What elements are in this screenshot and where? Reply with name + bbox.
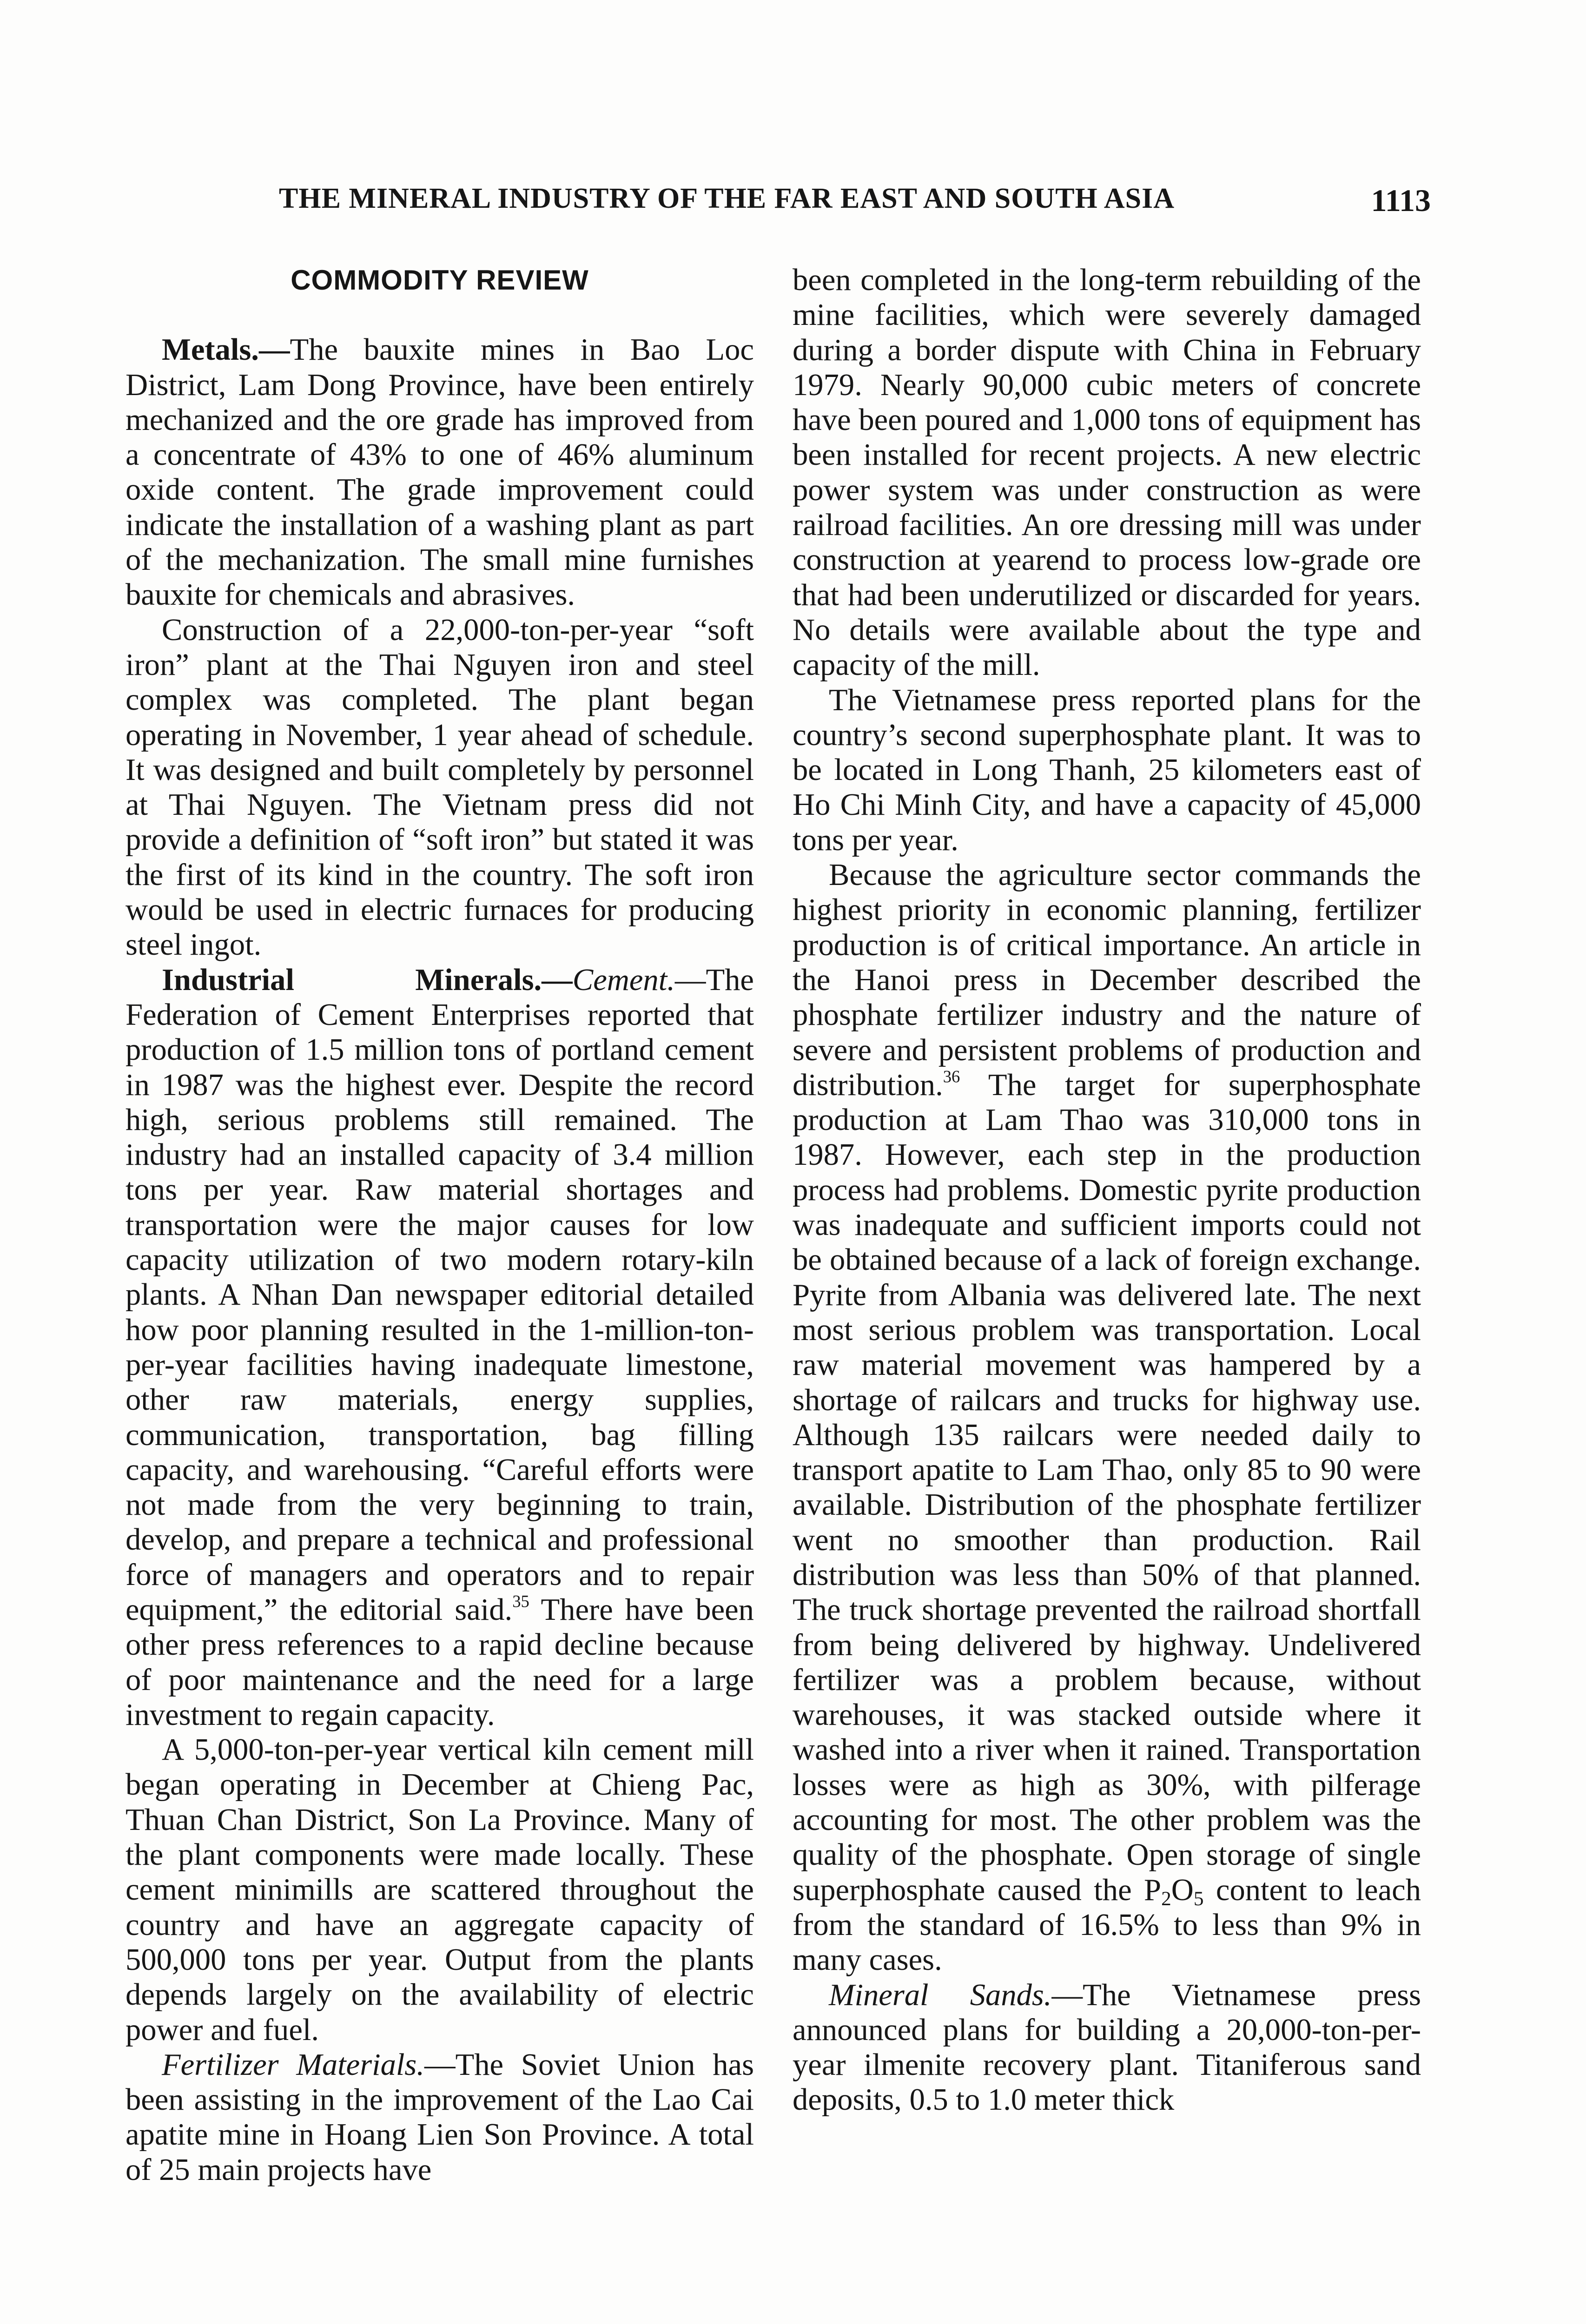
right-column: [793, 263, 1421, 2118]
paragraph-text: been completed in the long-term rebuilding of the mine facilities, which were severely damaged during a border dispute with China in February 1979. Nearly 90,000 cubic meters of concrete have been poured and 1,000 tons of equipment has been installed for recent projects. A new electric power system was under construction as were railroad facilities. An ore dressing mill was under construction at yearend to process low-grade ore that had been underutilized or discarded for years. No details were available about the type and capacity of the mill.: [793, 263, 1421, 682]
paragraph-text: —The Soviet Union has been assisting in the improvement of the Lao Cai apatite mine in Hoang Lien Son Province. A total of 25 main projects have: [126, 2047, 754, 2187]
paragraph-text: —The Vietnamese press announced plans for building a 20,000-ton-per-year ilmenite recovery plant. Titaniferous sand deposits, 0.5 to 1.0 meter thick: [793, 1978, 1421, 2117]
page-number: 1113: [1371, 183, 1431, 218]
footnote-ref-35: 35: [512, 1591, 529, 1611]
section-heading: COMMODITY REVIEW: [291, 264, 589, 296]
paragraph-text: There have been other press references to a rapid decline because of poor maintenance and the need for a large investment to regain capacity.: [126, 1592, 754, 1732]
runin-subheading-fertilizer: Fertilizer Materials.: [162, 2047, 424, 2082]
paragraph-cement-mill: [126, 1732, 754, 2047]
paragraph-text: The Vietnamese press reported plans for the country’s second superphosphate plant. It was to be located in Long Thanh, 25 kilometers east of Ho Chi Minh City, and have a capacity of 45,000 tons per year.: [793, 683, 1421, 857]
paragraph-text: A 5,000-ton-per-year vertical kiln cement mill began operating in December at Chieng Pac, Thuan Chan District, Son La Province. Many of the plant components were made locally. These cement minimills are scattered throughout the country and have an aggregate capacity of 500,000 tons per year. Output from the plants depends largely on the availability of electric power and fuel.: [126, 1733, 754, 2047]
paragraph-mineral-sands: [793, 1978, 1421, 2118]
paragraph-text: Construction of a 22,000-ton-per-year “soft iron” plant at the Thai Nguyen iron and steel complex was completed. The plant began operating in November, 1 year ahead of schedule. It was designed and built completely by personnel at Thai Nguyen. The Vietnam press did not provide a definition of “soft iron” but stated it was the first of its kind in the country. The soft iron would be used in electric furnaces for producing steel ingot.: [126, 613, 754, 962]
runin-subheading-mineral-sands: Mineral Sands.: [829, 1978, 1052, 2012]
paragraph-text: content to leach from the standard of 16.5% to less than 9% in many cases.: [793, 1873, 1421, 1977]
subscript-5: 5: [1193, 1887, 1204, 1910]
paragraph-text: The bauxite mines in Bao Loc District, Lam Dong Province, have been entirely mechanized and the ore grade has improved from a concentrate of 43% to one of 46% aluminum oxide content. The grade improvement could indicate the installation of a washing plant as part of the mechanization. The small mine furnishes bauxite for chemicals and abrasives.: [126, 333, 754, 612]
runin-subheading-cement: Cement.: [572, 963, 675, 997]
paragraph-text: —The Federation of Cement Enterprises reported that production of 1.5 million tons of portland cement in 1987 was the highest ever. Despite the record high, serious problems still remained. The industry had an installed capacity of 3.4 million tons per year. Raw material shortages and transportation were the major causes for low capacity utilization of two modern rotary-kiln plants. A Nhan Dan newspaper editorial detailed how poor planning resulted in the 1-million-ton-per-year facilities having inadequate limestone, other raw materials, energy supplies, communication, transportation, bag filling capacity, and warehousing. “Careful efforts were not made from the very beginning to train, develop, and prepare a technical and professional force of managers and operators and to repair equipment,” the editorial said.: [126, 963, 754, 1627]
paragraph-text: Because the agriculture sector commands the highest priority in economic planning, fertilizer production is of critical importance. An article in the Hanoi press in December described the phosphate fertilizer industry and the nature of severe and persistent problems of production and distribution.: [793, 858, 1421, 1102]
paragraph-soft-iron: [126, 613, 754, 963]
paragraph-superphosphate-plant: [793, 683, 1421, 858]
subscript-2: 2: [1161, 1887, 1171, 1910]
formula-text: O: [1171, 1873, 1194, 1907]
paragraph-agriculture: [793, 858, 1421, 1978]
left-column: [126, 263, 754, 2187]
running-header-title: THE MINERAL INDUSTRY OF THE FAR EAST AND SOUTH ASIA: [279, 183, 1175, 214]
paragraph-metals: [126, 332, 754, 612]
paragraph-text: The target for superphosphate production at Lam Thao was 310,000 tons in 1987. However, each step in the production process had problems. Domestic pyrite production was inadequate and sufficient imports could not be obtained because of a lack of foreign exchange. Pyrite from Albania was delivered late. The next most serious problem was transportation. Local raw material movement was hampered by a shortage of railcars and trucks for highway use. Although 135 railcars were needed daily to transport apatite to Lam Thao, only 85 to 90 were available. Distribution of the phosphate fertilizer went no smoother than production. Rail distribution was less than 50% of that planned. The truck shortage prevented the railroad shortfall from being delivered by highway. Undelivered fertilizer was a problem because, without warehouses, it was stacked outside where it washed into a river when it rained. Transportation losses were as high as 30%, with pilferage accounting for most. The other problem was the quality of the phosphate. Open storage of single superphosphate caused the P: [793, 1068, 1421, 1907]
runin-heading-metals: Metals.—: [162, 333, 290, 367]
footnote-ref-36: 36: [943, 1067, 960, 1086]
paragraph-fertilizer: [126, 2047, 754, 2187]
paragraph-industrial-minerals: [126, 963, 754, 1733]
runin-heading-industrial-minerals: Industrial Minerals.—: [162, 963, 573, 997]
paragraph-lao-cai-continued: [793, 263, 1421, 683]
